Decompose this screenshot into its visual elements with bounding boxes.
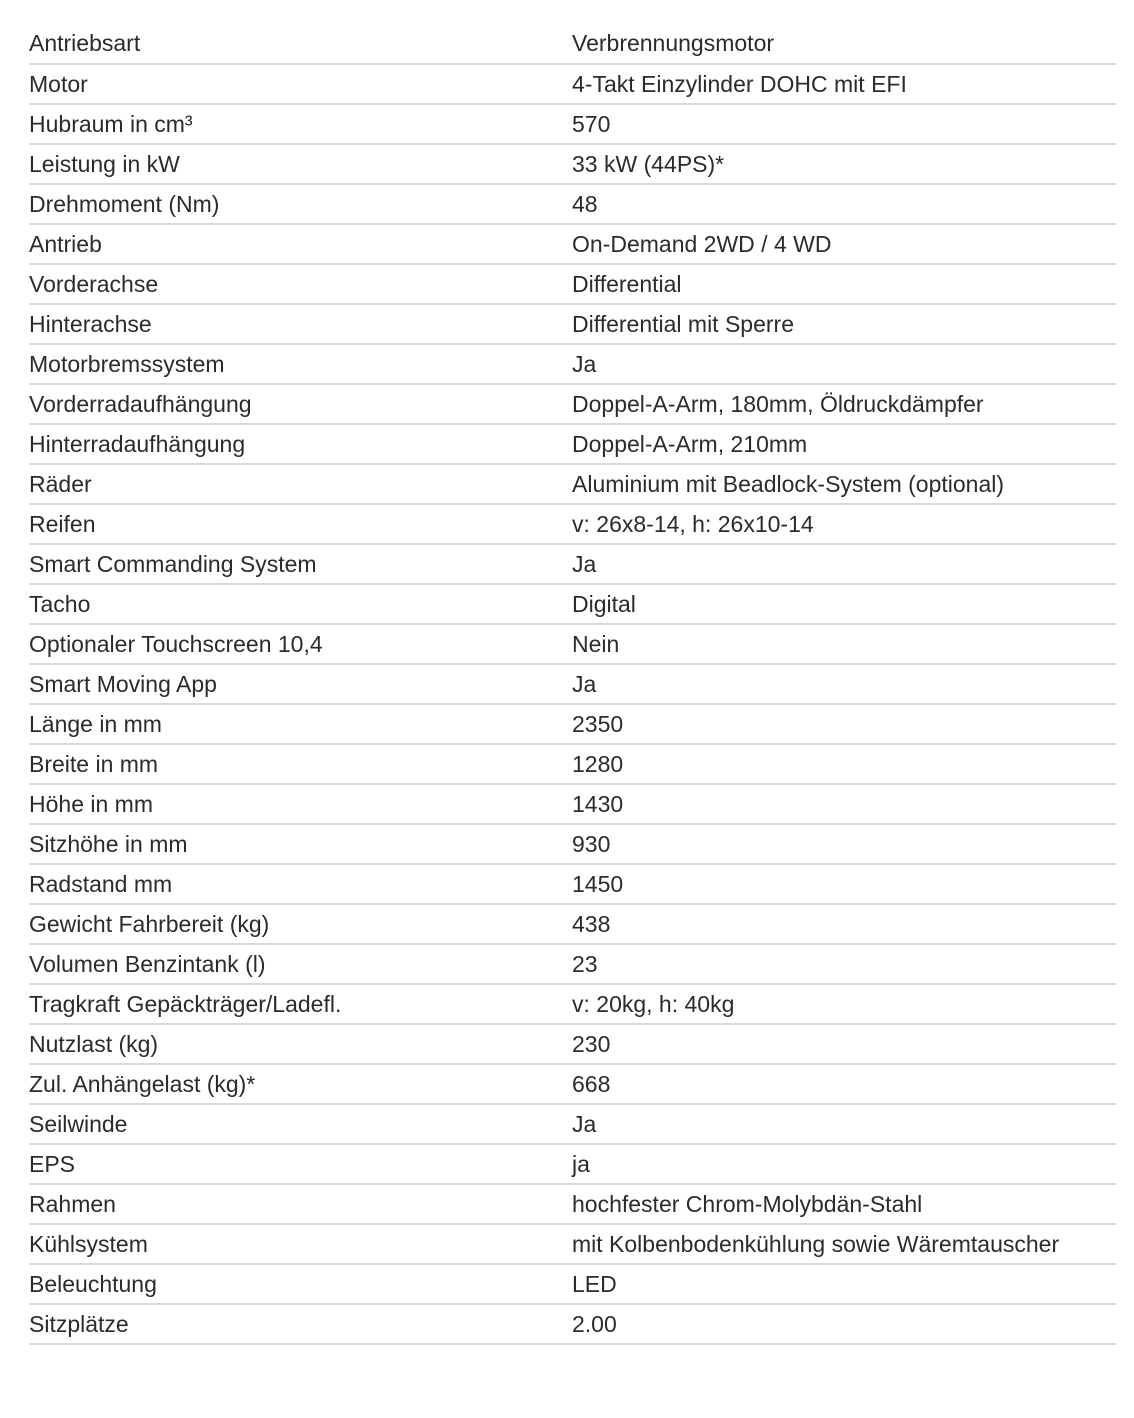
spec-row — [29, 1264, 1116, 1304]
spec-value: Differential — [572, 271, 682, 297]
spec-row — [29, 1064, 1116, 1104]
spec-label: Gewicht Fahrbereit (kg) — [29, 911, 270, 937]
spec-value: ja — [572, 1151, 590, 1177]
spec-label: Beleuchtung — [29, 1271, 157, 1297]
spec-row — [29, 824, 1116, 864]
spec-value: 930 — [572, 831, 611, 857]
spec-label: Sitzplätze — [29, 1311, 129, 1337]
spec-value: 4-Takt Einzylinder DOHC mit EFI — [572, 71, 907, 97]
spec-value: 2.00 — [572, 1311, 617, 1337]
spec-value: v: 26x8-14, h: 26x10-14 — [572, 511, 814, 537]
spec-row — [29, 384, 1116, 424]
spec-value: 1280 — [572, 751, 624, 777]
spec-label: Volumen Benzintank (l) — [29, 951, 266, 977]
spec-value: 33 kW (44PS)* — [572, 151, 725, 177]
spec-value: 2350 — [572, 711, 624, 737]
spec-value: On-Demand 2WD / 4 WD — [572, 231, 832, 257]
spec-label: Antriebsart — [29, 30, 141, 56]
spec-value: Nein — [572, 631, 620, 657]
spec-label: Seilwinde — [29, 1111, 128, 1137]
spec-label: Reifen — [29, 511, 96, 537]
spec-label: Länge in mm — [29, 711, 162, 737]
spec-label: Hinterachse — [29, 311, 152, 337]
spec-label: Räder — [29, 471, 92, 497]
spec-label: Vorderachse — [29, 271, 159, 297]
spec-label: Smart Moving App — [29, 671, 217, 697]
spec-row — [29, 1184, 1116, 1224]
spec-row — [29, 1144, 1116, 1184]
spec-label: Leistung in kW — [29, 151, 180, 177]
spec-value: v: 20kg, h: 40kg — [572, 991, 735, 1017]
spec-row — [29, 504, 1116, 544]
spec-label: Nutzlast (kg) — [29, 1031, 159, 1057]
spec-label: Motorbremssystem — [29, 351, 225, 377]
spec-row — [29, 144, 1116, 184]
spec-value: mit Kolbenbodenkühlung sowie Wäremtauscher — [572, 1231, 1060, 1257]
spec-row — [29, 184, 1116, 224]
spec-value: Aluminium mit Beadlock-System (optional) — [572, 471, 1005, 497]
spec-label: Drehmoment (Nm) — [29, 191, 220, 217]
spec-row — [29, 944, 1116, 984]
spec-label: Vorderradaufhängung — [29, 391, 252, 417]
spec-value: Verbrennungsmotor — [572, 30, 775, 56]
spec-label: Tragkraft Gepäckträger/Ladefl. — [29, 991, 342, 1017]
spec-value: Ja — [572, 551, 597, 577]
spec-row — [29, 584, 1116, 624]
spec-value: 570 — [572, 111, 611, 137]
spec-value: hochfester Chrom-Molybdän-Stahl — [572, 1191, 923, 1217]
spec-row — [29, 624, 1116, 664]
spec-row — [29, 904, 1116, 944]
spec-row — [29, 224, 1116, 264]
spec-value: Doppel-A-Arm, 180mm, Öldruckdämpfer — [572, 391, 984, 417]
spec-row — [29, 64, 1116, 104]
spec-label: EPS — [29, 1151, 76, 1177]
spec-row — [29, 304, 1116, 344]
spec-label: Kühlsystem — [29, 1231, 148, 1257]
spec-label: Zul. Anhängelast (kg)* — [29, 1071, 256, 1097]
spec-label: Breite in mm — [29, 751, 159, 777]
spec-label: Tacho — [29, 591, 91, 617]
spec-label: Hubraum in cm³ — [29, 111, 193, 137]
spec-label: Rahmen — [29, 1191, 116, 1217]
spec-value: 230 — [572, 1031, 611, 1057]
spec-value: Digital — [572, 591, 636, 617]
spec-label: Sitzhöhe in mm — [29, 831, 188, 857]
spec-row — [29, 424, 1116, 464]
spec-row — [29, 344, 1116, 384]
spec-table-body — [29, 24, 1116, 1344]
spec-label: Smart Commanding System — [29, 551, 317, 577]
spec-row — [29, 544, 1116, 584]
spec-row — [29, 704, 1116, 744]
spec-row — [29, 1024, 1116, 1064]
spec-value: 438 — [572, 911, 611, 937]
spec-label: Radstand mm — [29, 871, 173, 897]
spec-row — [29, 784, 1116, 824]
spec-row — [29, 664, 1116, 704]
spec-value: Doppel-A-Arm, 210mm — [572, 431, 808, 457]
spec-value: 668 — [572, 1071, 611, 1097]
spec-row — [29, 1224, 1116, 1264]
spec-label: Antrieb — [29, 231, 102, 257]
spec-value: 1450 — [572, 871, 624, 897]
spec-value: 1430 — [572, 791, 624, 817]
spec-row — [29, 864, 1116, 904]
spec-row — [29, 104, 1116, 144]
spec-value: LED — [572, 1271, 617, 1297]
spec-row — [29, 984, 1116, 1024]
spec-row — [29, 264, 1116, 304]
spec-value: Ja — [572, 1111, 597, 1137]
spec-label: Höhe in mm — [29, 791, 153, 817]
spec-row — [29, 744, 1116, 784]
spec-row — [29, 1104, 1116, 1144]
spec-label: Hinterradaufhängung — [29, 431, 246, 457]
spec-table — [29, 24, 1116, 1345]
spec-value: Ja — [572, 671, 597, 697]
spec-value: Differential mit Sperre — [572, 311, 794, 337]
spec-value: 48 — [572, 191, 598, 217]
spec-label: Motor — [29, 71, 88, 97]
spec-row — [29, 1304, 1116, 1344]
spec-label: Optionaler Touchscreen 10,4 — [29, 631, 323, 657]
spec-value: 23 — [572, 951, 598, 977]
spec-row — [29, 464, 1116, 504]
spec-value: Ja — [572, 351, 597, 377]
spec-row — [29, 24, 1116, 64]
